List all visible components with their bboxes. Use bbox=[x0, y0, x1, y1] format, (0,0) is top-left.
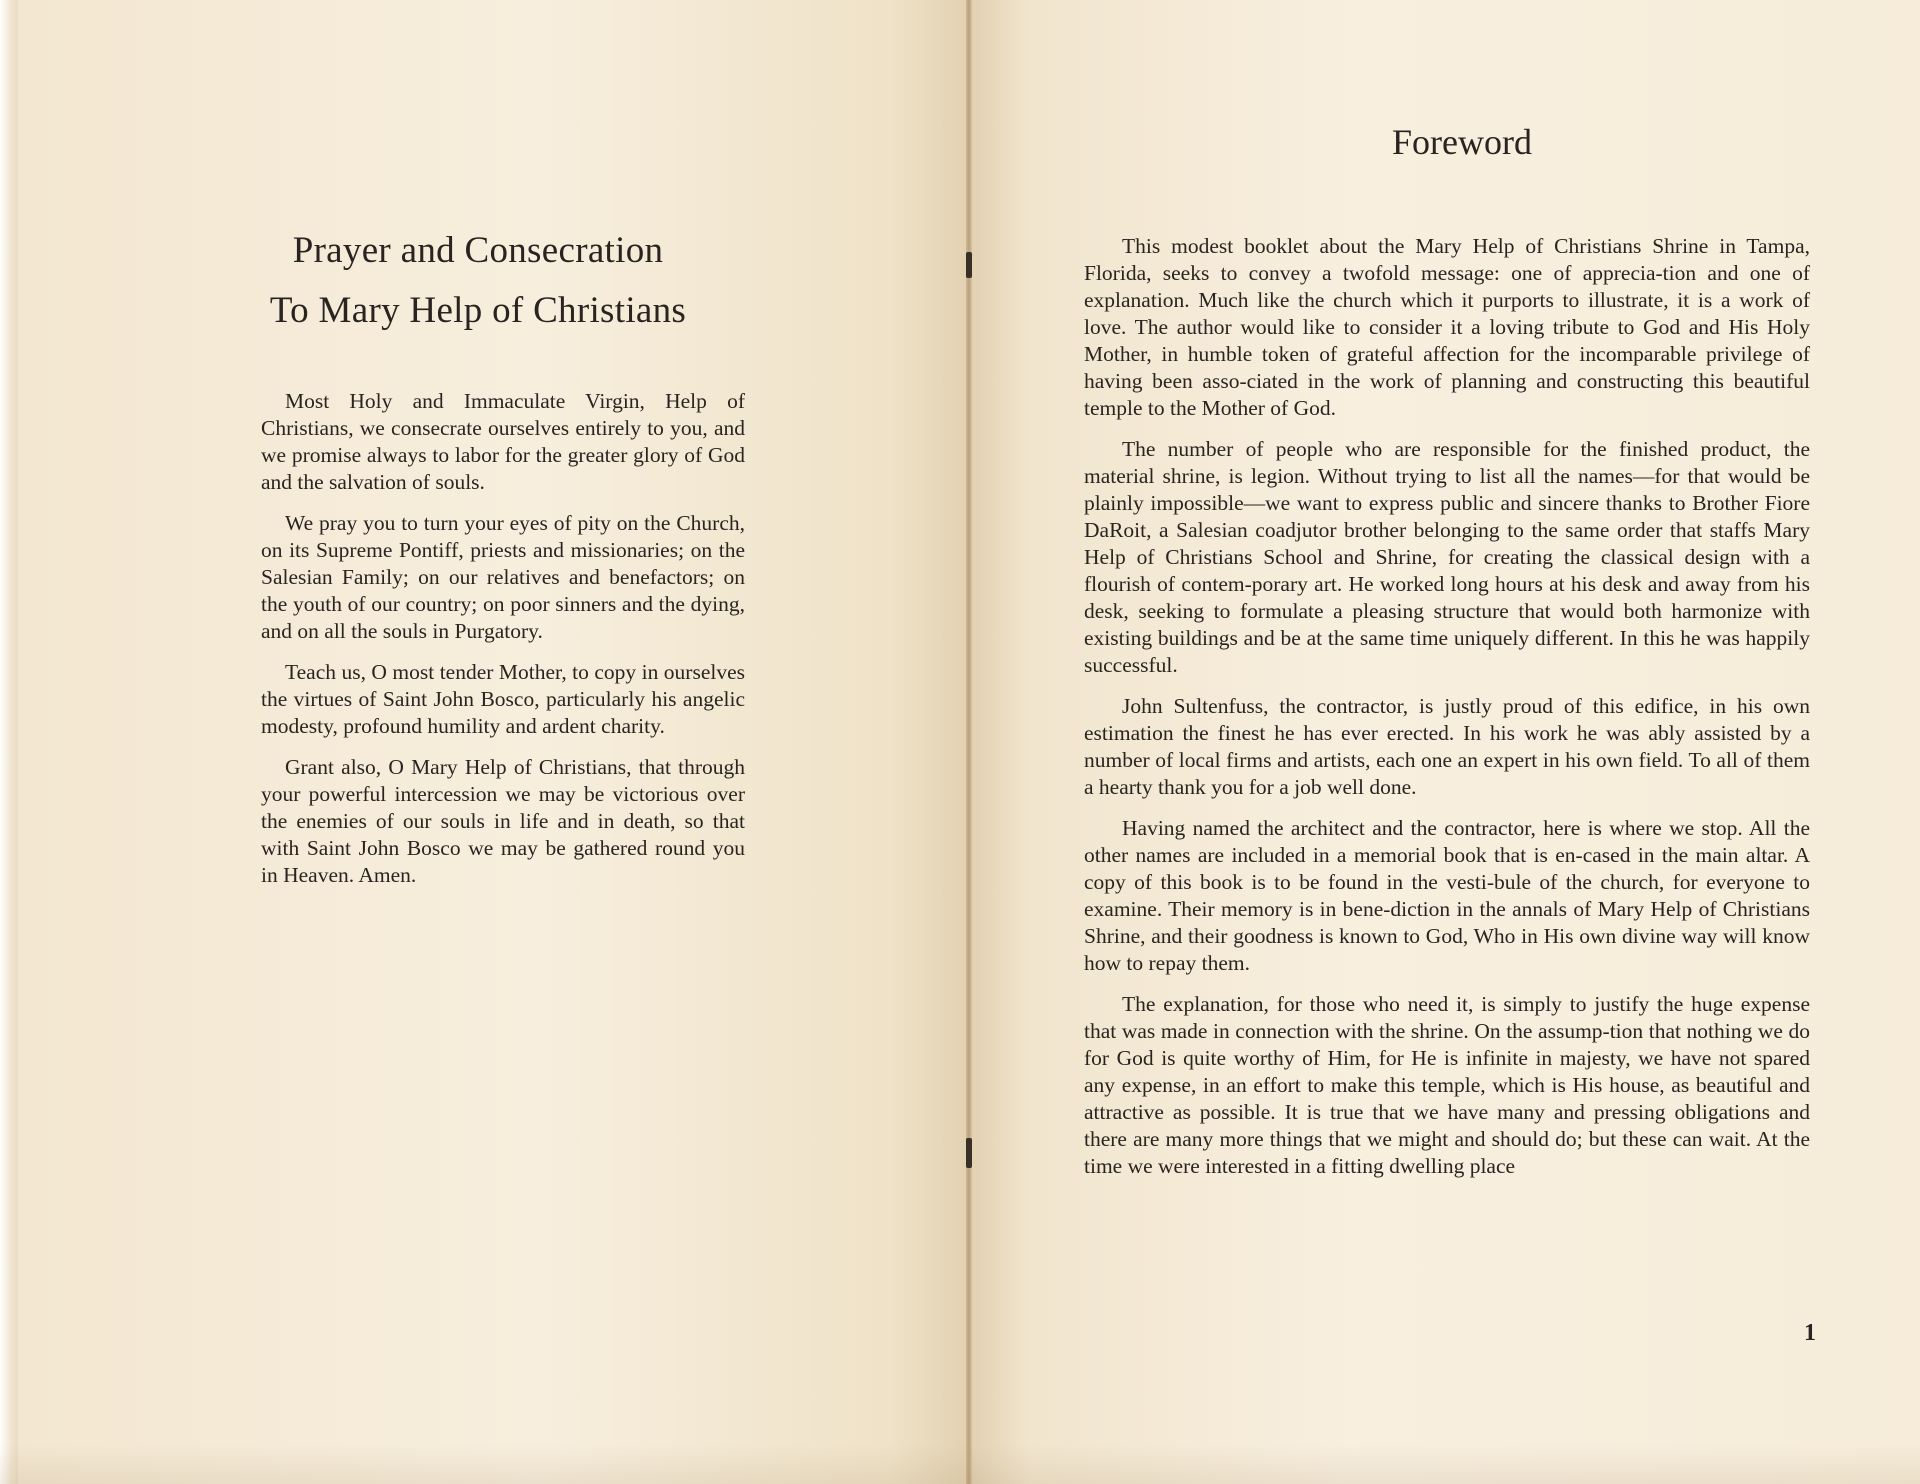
prayer-paragraph: Teach us, O most tender Mother, to copy in ourselves the virtues of Saint John Bosco, particularly his angelic modesty, profound humility and ardent charity. bbox=[261, 660, 745, 738]
foreword-paragraph: The explanation, for those who need it, is simply to justify the huge expense that was made in connection with the shrine. On the assump-tion that nothing we do for God is quite worthy of Him, for He is infinite in majesty, we have not spared any expense, in an effort to make this temple, which is His house, as beautiful and attractive as possible. It is true that we have many and pressing obligations and there are many more things that we might and should do; but these can wait. At the time we were interested in a fitting dwelling place bbox=[1084, 992, 1810, 1178]
prayer-text bbox=[261, 388, 745, 903]
prayer-title-line-1: Prayer and Consecration bbox=[292, 230, 664, 271]
prayer-paragraph: Grant also, O Mary Help of Christians, that through your powerful intercession we may be victorious over the enemies of our souls in life and in death, so that with Saint John Bosco we may be gathered round you in Heaven. Amen. bbox=[261, 755, 745, 887]
foreword-paragraph: The number of people who are responsible for the finished product, the material shrine, is legion. Without trying to list all the names—for that would be plainly impossible—we want to express public and sincere thanks to Brother Fiore DaRoit, a Salesian coadjutor brother belonging to the same order that staffs Mary Help of Christians School and Shrine, for creating the classical design with a flourish of contem-porary art. He worked long hours at his desk and away from his desk, seeking to formulate a pleasing structure that would both harmonize with existing buildings and be at the same time uniquely different. In this he was happily successful. bbox=[1084, 437, 1810, 677]
prayer-paragraph: Most Holy and Immaculate Virgin, Help of Christians, we consecrate ourselves entirely to you, and we promise always to labor for the greater glory of God and the salvation of souls. bbox=[261, 389, 745, 494]
foreword-title: Foreword bbox=[1392, 122, 1532, 162]
left-page bbox=[18, 0, 966, 1484]
page-number: 1 bbox=[1804, 1320, 1816, 1346]
foreword-text bbox=[1084, 233, 1810, 1194]
foreword-paragraph: This modest booklet about the Mary Help of Christians Shrine in Tampa, Florida, seeks to convey a twofold message: one of apprecia-tion and one of explanation. Much like the church which it purports to illustrate, it is a work of love. The author would like to consider it a loving tribute to God and His Holy Mother, in humble token of grateful affection for the incomparable privilege of having been asso-ciated in the work of planning and constructing this beautiful temple to the Mother of God. bbox=[1084, 234, 1810, 420]
prayer-title-line-2: To Mary Help of Christians bbox=[269, 290, 687, 331]
scan-left-margin bbox=[0, 0, 18, 1484]
foreword-paragraph: Having named the architect and the contractor, here is where we stop. All the other names are included in a memorial book that is en-cased in the main altar. A copy of this book is to be found in the vesti-bule of the church, for everyone to examine. Their memory is in bene-diction in the annals of Mary Help of Christians Shrine, and their goodness is known to God, Who in His own divine way will know how to repay them. bbox=[1084, 816, 1810, 975]
prayer-paragraph: We pray you to turn your eyes of pity on the Church, on its Supreme Pontiff, priests and missionaries; on the Salesian Family; on our relatives and benefactors; on the youth of our country; on poor sinners and the dying, and on all the souls in Purgatory. bbox=[261, 511, 745, 643]
foreword-paragraph: John Sultenfuss, the contractor, is justly proud of this edifice, in his own estimation the finest he has ever erected. In his work he was ably assisted by a number of local firms and artists, each one an expert in his own field. To all of them a hearty thank you for a job well done. bbox=[1084, 694, 1810, 799]
right-page bbox=[972, 0, 1920, 1484]
